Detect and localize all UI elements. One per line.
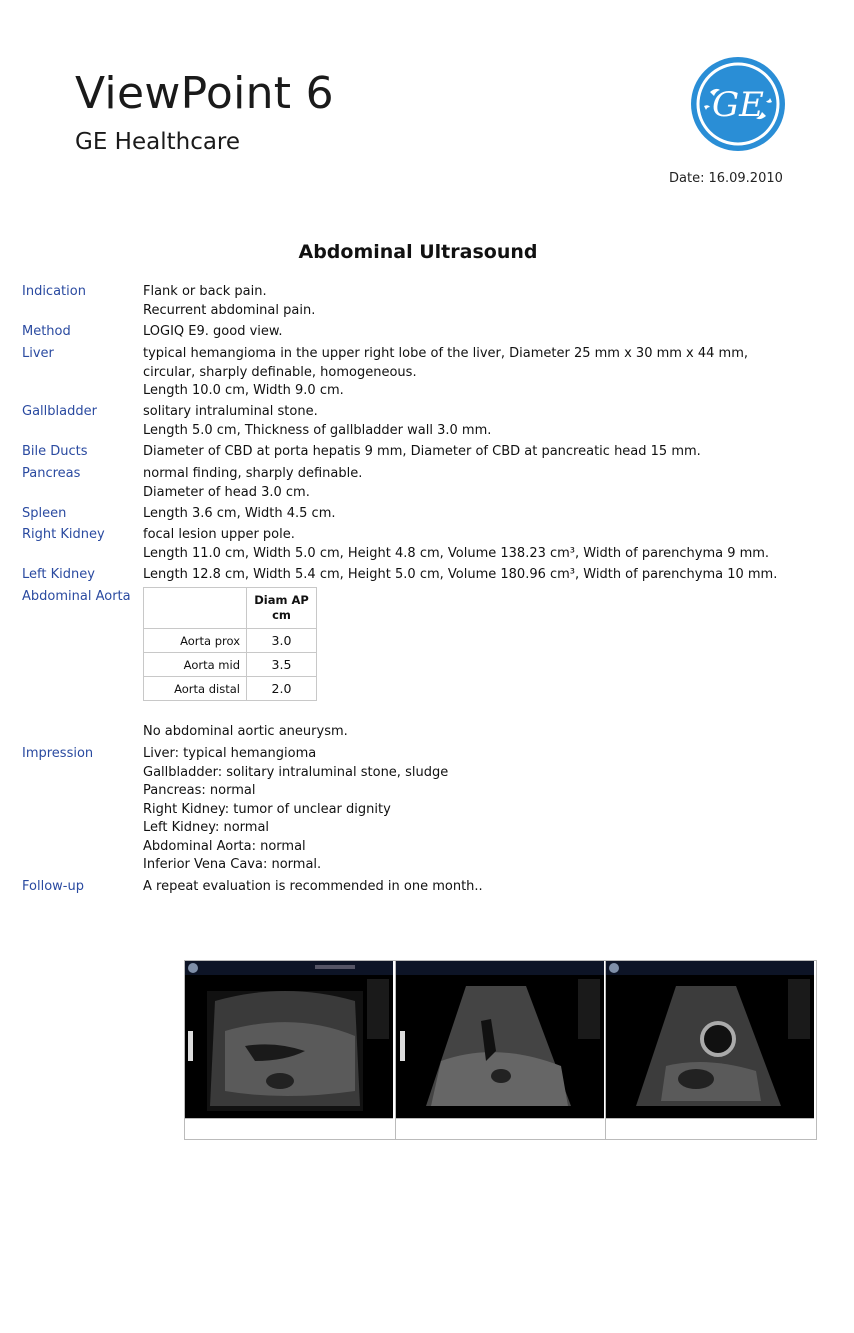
table-cell-label: Aorta mid: [144, 653, 247, 677]
date-label: Date:: [669, 171, 705, 186]
table-cell-value: 3.0: [247, 629, 317, 653]
ge-logo: [690, 56, 786, 152]
app-subtitle: GE Healthcare: [75, 129, 241, 155]
section-label: Bile Ducts: [22, 444, 88, 459]
table-row: [144, 653, 317, 677]
table-row: [144, 629, 317, 653]
section-label: Gallbladder: [22, 404, 97, 419]
table-cell-label: Aorta distal: [144, 677, 247, 701]
section-label: Spleen: [22, 506, 67, 521]
section-label: Right Kidney: [22, 527, 105, 542]
image-caption: [396, 1118, 604, 1139]
table-cell-value: 2.0: [247, 677, 317, 701]
section-label: Liver: [22, 346, 54, 361]
date-value: 16.09.2010: [708, 171, 783, 186]
report-title: Abdominal Ultrasound: [298, 241, 538, 263]
section-label: Follow-up: [22, 879, 84, 894]
section-label: Method: [22, 324, 71, 339]
table-header-cell: [144, 588, 247, 629]
ultrasound-image: [396, 961, 604, 1118]
table-row: [144, 677, 317, 701]
ultrasound-image: [606, 961, 814, 1118]
section-label: Pancreas: [22, 466, 81, 481]
table-cell-label: Aorta prox: [144, 629, 247, 653]
section-label: Impression: [22, 746, 94, 761]
svg-text:GE: GE: [712, 85, 764, 125]
app-title: ViewPoint 6: [75, 68, 334, 119]
aorta-table: [143, 587, 317, 701]
section-label: Left Kidney: [22, 567, 95, 582]
section-label: Indication: [22, 284, 86, 299]
image-caption: [185, 1118, 393, 1139]
ultrasound-image-strip: [184, 960, 817, 1140]
table-cell-value: 3.5: [247, 653, 317, 677]
ultrasound-image: [185, 961, 393, 1118]
report-date: [669, 171, 783, 186]
table-header-row: [144, 588, 317, 629]
section-label: Abdominal Aorta: [22, 589, 131, 604]
image-caption: [606, 1118, 814, 1139]
table-header-cell: Diam AP cm: [247, 588, 317, 629]
